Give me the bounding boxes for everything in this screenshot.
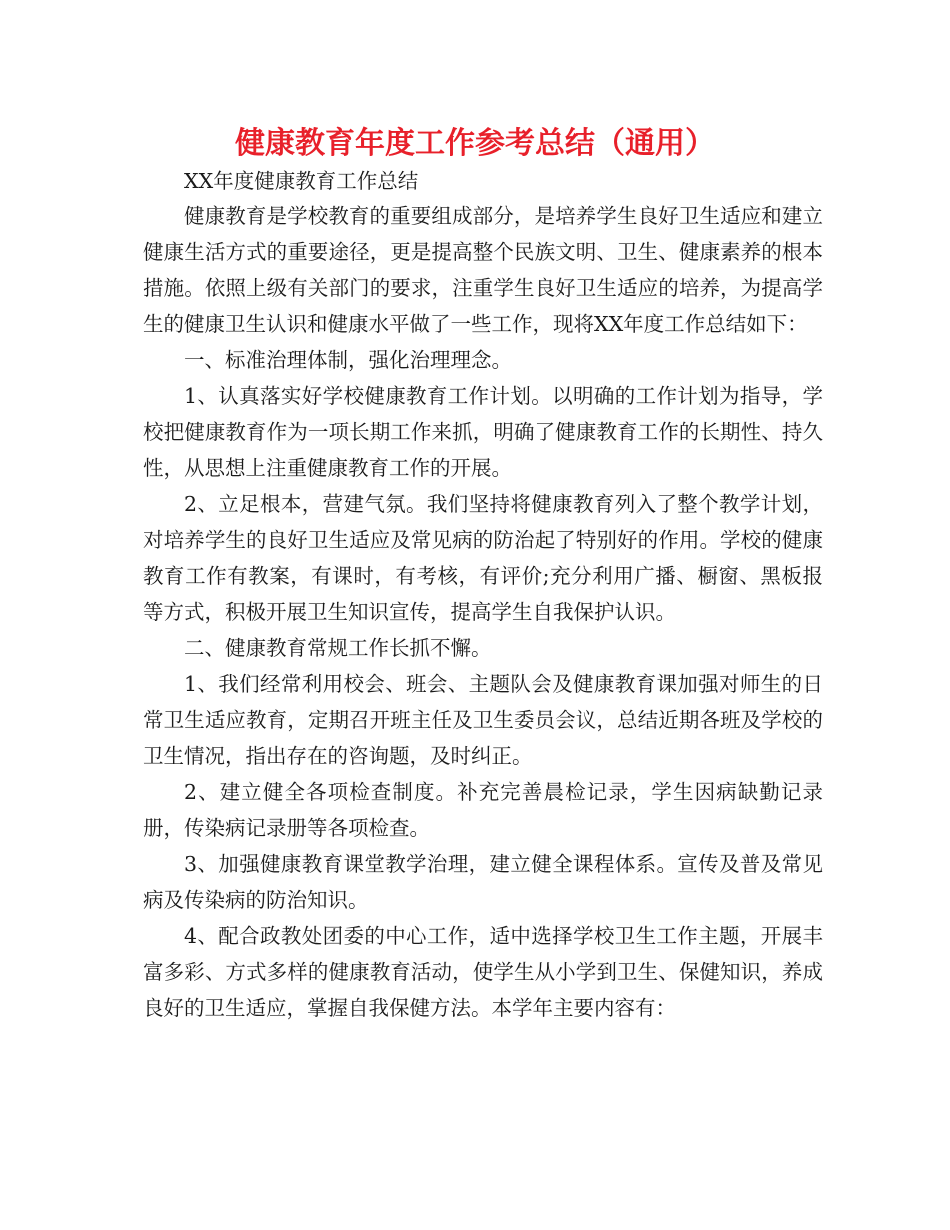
paragraph-1-2: 2、立足根本，营建气氛。我们坚持将健康教育列入了整个教学计划，对培养学生的良好卫生适应及常见病的防治起了特别好的作用。学校的健康教育工作有教案，有课时，有考核，有评价;充分利用广播、橱窗、黑板报等方式，积极开展卫生知识宣传，提高学生自我保护认识。 <box>143 492 823 624</box>
document-title: 健康教育年度工作参考总结（通用） <box>235 126 715 161</box>
document-body <box>143 166 823 1026</box>
paragraph-2-3: 3、加强健康教育课堂教学治理，建立健全课程体系。宣传及普及常见病及传染病的防治知识。 <box>143 852 823 912</box>
paragraph-intro: 健康教育是学校教育的重要组成部分，是培养学生良好卫生适应和建立健康生活方式的重要途径，更是提高整个民族文明、卫生、健康素养的根本措施。依照上级有关部门的要求，注重学生良好卫生适应的培养，为提高学生的健康卫生认识和健康水平做了一些工作，现将XX年度工作总结如下： <box>143 204 823 336</box>
paragraph-2-4: 4、配合政教处团委的中心工作，适中选择学校卫生工作主题，开展丰富多彩、方式多样的健康教育活动，使学生从小学到卫生、保健知识，养成良好的卫生适应，掌握自我保健方法。本学年主要内容有： <box>143 924 823 1020</box>
paragraph-2-2: 2、建立健全各项检查制度。补充完善晨检记录，学生因病缺勤记录册，传染病记录册等各项检查。 <box>143 780 823 840</box>
document-subtitle: XX年度健康教育工作总结 <box>184 169 419 193</box>
paragraph-2-1: 1、我们经常利用校会、班会、主题队会及健康教育课加强对师生的日常卫生适应教育，定期召开班主任及卫生委员会议，总结近期各班及学校的卫生情况，指出存在的咨询题，及时纠正。 <box>143 672 823 768</box>
paragraph-1-1: 1、认真落实好学校健康教育工作计划。以明确的工作计划为指导，学校把健康教育作为一项长期工作来抓，明确了健康教育工作的长期性、持久性，从思想上注重健康教育工作的开展。 <box>143 384 823 480</box>
section-heading-1: 一、标准治理体制，强化治理理念。 <box>184 348 512 372</box>
section-heading-2: 二、健康教育常规工作长抓不懈。 <box>184 636 492 660</box>
